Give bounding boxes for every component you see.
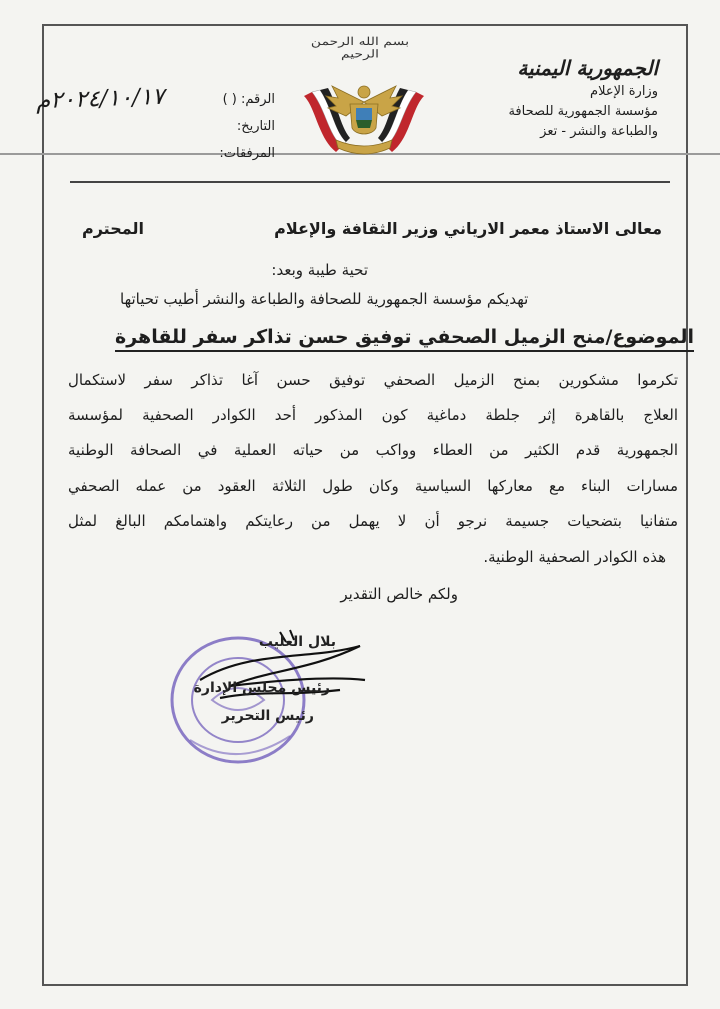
greeting: تحية طيبة وبعد: [271, 261, 368, 279]
date-label: التاريخ: [236, 119, 275, 134]
body-line: تكرموا مشكورين بمنح الزميل الصحفي توفيق حسن آغا تذاكر سفر لاستكمال [68, 371, 678, 389]
reference-number-label: الرقم: ( ) [222, 92, 275, 107]
signature-block [160, 620, 370, 780]
handwritten-date: ٢٠٢٤/١٠/١٧م [35, 83, 165, 115]
closing: ولكم خالص التقدير [340, 585, 458, 603]
body-line: الجمهورية قدم الكثير من العطاء وواكب من حياته العملية في الصحافة الوطنية [68, 441, 678, 459]
addressee: معالى الاستاذ معمر الارياني وزير الثقافة والإعلام [274, 219, 662, 238]
yemen-eagle-emblem [296, 78, 432, 162]
letterhead-right [508, 58, 658, 142]
signatory-title: رئيس مجلس الإدارة [193, 680, 330, 696]
ministry-name: وزارة الإعلام [590, 84, 658, 99]
page-border [42, 24, 688, 986]
honorific: المحترم [82, 219, 144, 238]
body-line-last: هذه الكوادر الصحفية الوطنية. [483, 548, 666, 566]
body-line: العلاج بالقاهرة إثر جلطة دماغية كون المذكور أحد الكوادر الصحفية لمؤسسة [68, 406, 678, 424]
header-divider [70, 181, 670, 183]
attachments-label: المرفقات: [219, 146, 275, 161]
body-line: مسارات البناء مع معاركها السياسية وكان طول الثلاثة العقود من عمله الصحفي [68, 477, 678, 495]
body-line: متفانيا بتضحيات جسيمة نرجو أن لا يهمل من رعايتكم واهتمامكم البالغ لمثل [68, 512, 678, 530]
subject-line: الموضوع/منح الزميل الصحفي توفيق حسن تذاكر سفر للقاهرة [115, 326, 694, 352]
signatory-name: بلال العليب [258, 634, 336, 650]
signatory-title-2: رئيس التحرير [221, 708, 314, 724]
intro-line: تهديكم مؤسسة الجمهورية للصحافة والطباعة والنشر أطيب تحياتها [120, 290, 529, 308]
republic-name: الجمهورية اليمنية [517, 56, 658, 80]
institution-name-line2: والطباعة والنشر - تعز [540, 124, 658, 139]
institution-name: مؤسسة الجمهورية للصحافة [508, 104, 658, 119]
basmala: بسم الله الرحمن الرحيم [310, 35, 410, 61]
